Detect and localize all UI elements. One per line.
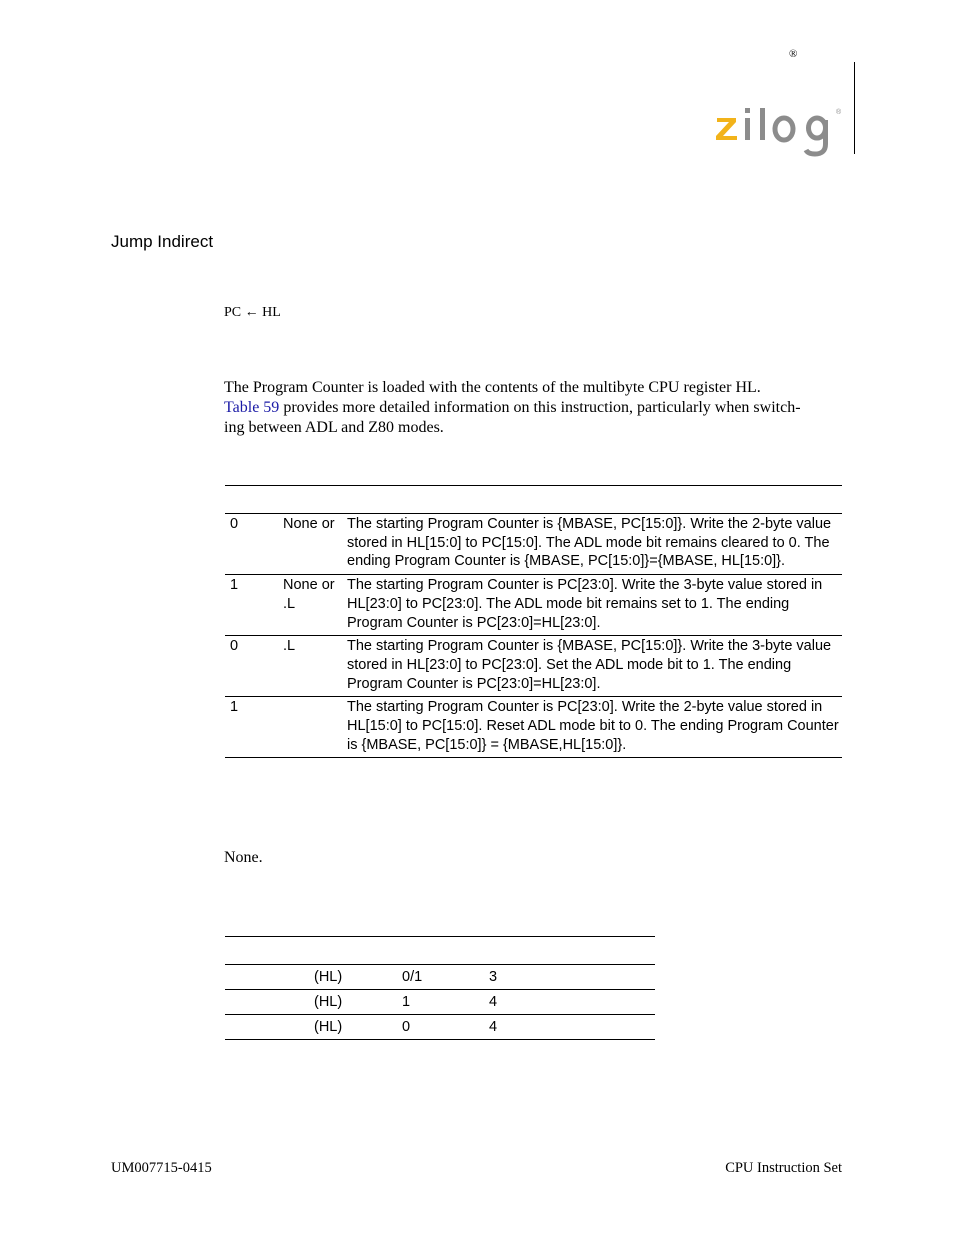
logo-o-letter (775, 118, 793, 140)
description-line-1: The Program Counter is loaded with the contents of the multibyte CPU register HL. (224, 379, 761, 396)
adl-mode-table (225, 485, 842, 758)
condition-bits-text: None. (224, 849, 263, 866)
description-paragraph (224, 378, 844, 438)
suffix-cell: None or .L (283, 577, 335, 612)
zilog-logo (714, 106, 846, 160)
operation-cell: The starting Program Counter is PC[23:0]. Write the 2-byte value stored in HL[15:0] to PC[15:0]. Reset ADL mode bit to 0. The ending Program Counter is {MBASE, PC[15:0]} = {MBASE,HL[15:0]}. (347, 699, 839, 753)
footer-document-id: UM007715-0415 (111, 1160, 212, 1176)
registered-mark: ® (789, 48, 798, 60)
operation-text: PC ← HL (224, 305, 281, 320)
operation-cell: The starting Program Counter is {MBASE, PC[15:0]}. Write the 3-byte value stored in HL[23:0] to PC[23:0]. Set the ADL mode bit to 1. The ending Program Counter is PC[23:0]=HL[23:0]. (347, 638, 832, 692)
attributes-table (225, 936, 655, 1040)
operand-cell: (HL) (314, 1019, 343, 1035)
table-row (225, 964, 655, 989)
description-line-2 (224, 398, 844, 418)
logo-l-stem (760, 108, 765, 140)
adl-cell: 0 (230, 516, 239, 532)
suffix-cell: .L (283, 638, 296, 655)
table-header-band (225, 485, 842, 513)
logo-i-stem (745, 118, 750, 140)
table-row (225, 989, 655, 1014)
table-row (225, 514, 842, 575)
table-header-band (225, 936, 655, 964)
table-row (225, 575, 842, 636)
description-line-2-rest: provides more detailed information on this instruction, particularly when switch- (279, 399, 801, 416)
cycles-cell: 4 (489, 1019, 498, 1035)
cycles-cell: 4 (489, 994, 498, 1010)
adl-cell: 0 (402, 1019, 411, 1035)
cycles-cell: 3 (489, 969, 498, 985)
header-vertical-rule (854, 62, 855, 154)
operation-cell: The starting Program Counter is PC[23:0]. Write the 3-byte value stored in HL[23:0] to PC[23:0]. The ADL mode bit remains set to 1. The ending Program Counter is PC[23:0]=HL[23:0]. (347, 577, 823, 631)
operation-cell: The starting Program Counter is {MBASE, PC[15:0]}. Write the 2-byte value stored in HL[15:0] to PC[15:0]. The ADL mode bit remains cleared to 0. The ending Program Counter is {MBASE, PC[15:0]}={MBASE, HL[15:0]}. (347, 516, 832, 570)
table-59-link[interactable]: Table 59 (224, 399, 280, 416)
suffix-cell (283, 698, 347, 754)
description-line-3: ing between ADL and Z80 modes. (224, 419, 444, 436)
adl-cell: 1 (230, 699, 239, 716)
adl-cell: 0/1 (402, 969, 423, 985)
table-row (225, 1014, 655, 1040)
section-title: Jump Indirect (111, 232, 214, 251)
table-row (225, 636, 842, 697)
logo-i-dot (745, 108, 750, 113)
operand-cell: (HL) (314, 994, 343, 1010)
adl-cell: 1 (402, 994, 411, 1010)
footer-section-name: CPU Instruction Set (725, 1160, 842, 1176)
adl-cell: 1 (230, 577, 239, 594)
adl-cell: 0 (230, 638, 239, 655)
suffix-cell: None or (283, 516, 335, 532)
logo-g-bowl (809, 118, 826, 138)
logo-registered-mark: ® (836, 109, 842, 116)
table-row (225, 697, 842, 758)
logo-z-letter (716, 118, 737, 140)
operand-cell: (HL) (314, 969, 343, 985)
